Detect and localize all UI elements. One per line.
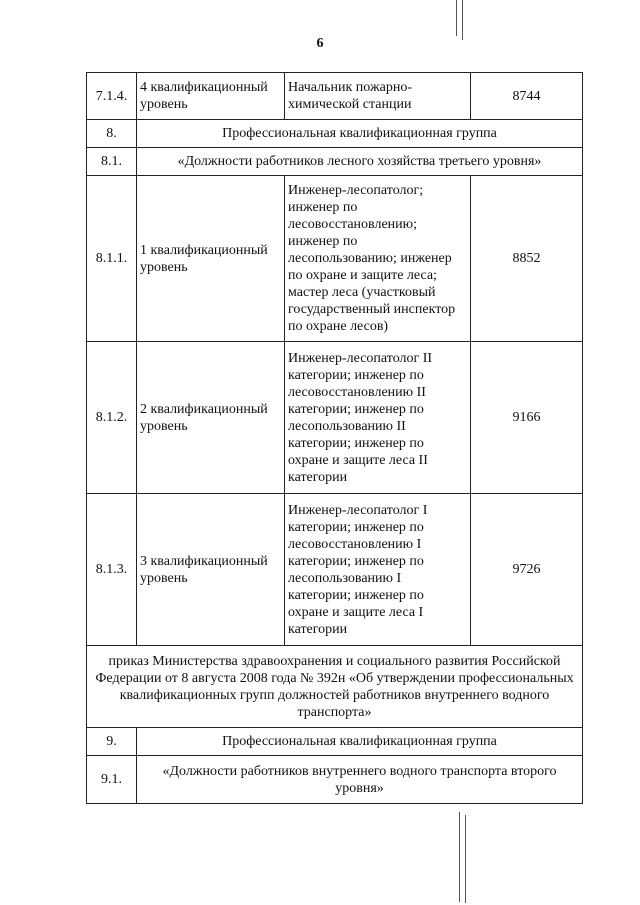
row-number: 7.1.4. xyxy=(87,73,137,120)
page-number: 6 xyxy=(316,36,324,51)
table-row xyxy=(87,73,583,120)
position-names: Начальник пожарно-химической станции xyxy=(285,73,471,120)
scan-artifact xyxy=(456,0,457,36)
position-names: Инженер-лесопатолог I категории; инженер по лесовосстановлению I категории; инженер по лесопользованию I категории; инженер по охране и защите леса I категории xyxy=(285,494,471,646)
row-number: 8.1.3. xyxy=(87,494,137,646)
group-heading: «Должности работников лесного хозяйства третьего уровня» xyxy=(137,148,583,176)
salary-value: 8744 xyxy=(471,73,583,120)
qualification-level: 3 квалификационный уровень xyxy=(137,494,285,646)
qualification-level: 2 квалификационный уровень xyxy=(137,342,285,494)
table-row xyxy=(87,342,583,494)
salary-value: 9726 xyxy=(471,494,583,646)
salary-value: 9166 xyxy=(471,342,583,494)
group-heading: Профессиональная квалификационная группа xyxy=(137,120,583,148)
row-number: 8.1.1. xyxy=(87,176,137,342)
table-row xyxy=(87,120,583,148)
row-number: 8. xyxy=(87,120,137,148)
row-number: 9. xyxy=(87,728,137,756)
row-number: 9.1. xyxy=(87,756,137,804)
table-row xyxy=(87,728,583,756)
table-row xyxy=(87,176,583,342)
qualification-level: 4 квалификационный уровень xyxy=(137,73,285,120)
group-heading: «Должности работников внутреннего водного транспорта второго уровня» xyxy=(137,756,583,804)
salary-value: 8852 xyxy=(471,176,583,342)
table-row xyxy=(87,494,583,646)
group-heading: Профессиональная квалификационная группа xyxy=(137,728,583,756)
position-names: Инженер-лесопатолог; инженер по лесовосстановлению; инженер по лесопользованию; инженер по охране и защите леса; мастер леса (участковый государственный инспектор по охране лесов) xyxy=(285,176,471,342)
row-number: 8.1. xyxy=(87,148,137,176)
table-row xyxy=(87,756,583,804)
table-row xyxy=(87,646,583,728)
qualification-table xyxy=(86,72,583,804)
scan-artifact xyxy=(465,815,466,903)
scan-artifact xyxy=(462,0,463,40)
position-names: Инженер-лесопатолог II категории; инженер по лесовосстановлению II категории; инженер по лесопользованию II категории; инженер по охране и защите леса II категории xyxy=(285,342,471,494)
scan-artifact xyxy=(459,812,460,902)
table-row xyxy=(87,148,583,176)
order-reference: приказ Министерства здравоохранения и социального развития Российской Федерации от 8 августа 2008 года № 392н «Об утверждении профессиональных квалификационных групп должностей работников внутреннего водного транспорта» xyxy=(87,646,583,728)
qualification-level: 1 квалификационный уровень xyxy=(137,176,285,342)
row-number: 8.1.2. xyxy=(87,342,137,494)
